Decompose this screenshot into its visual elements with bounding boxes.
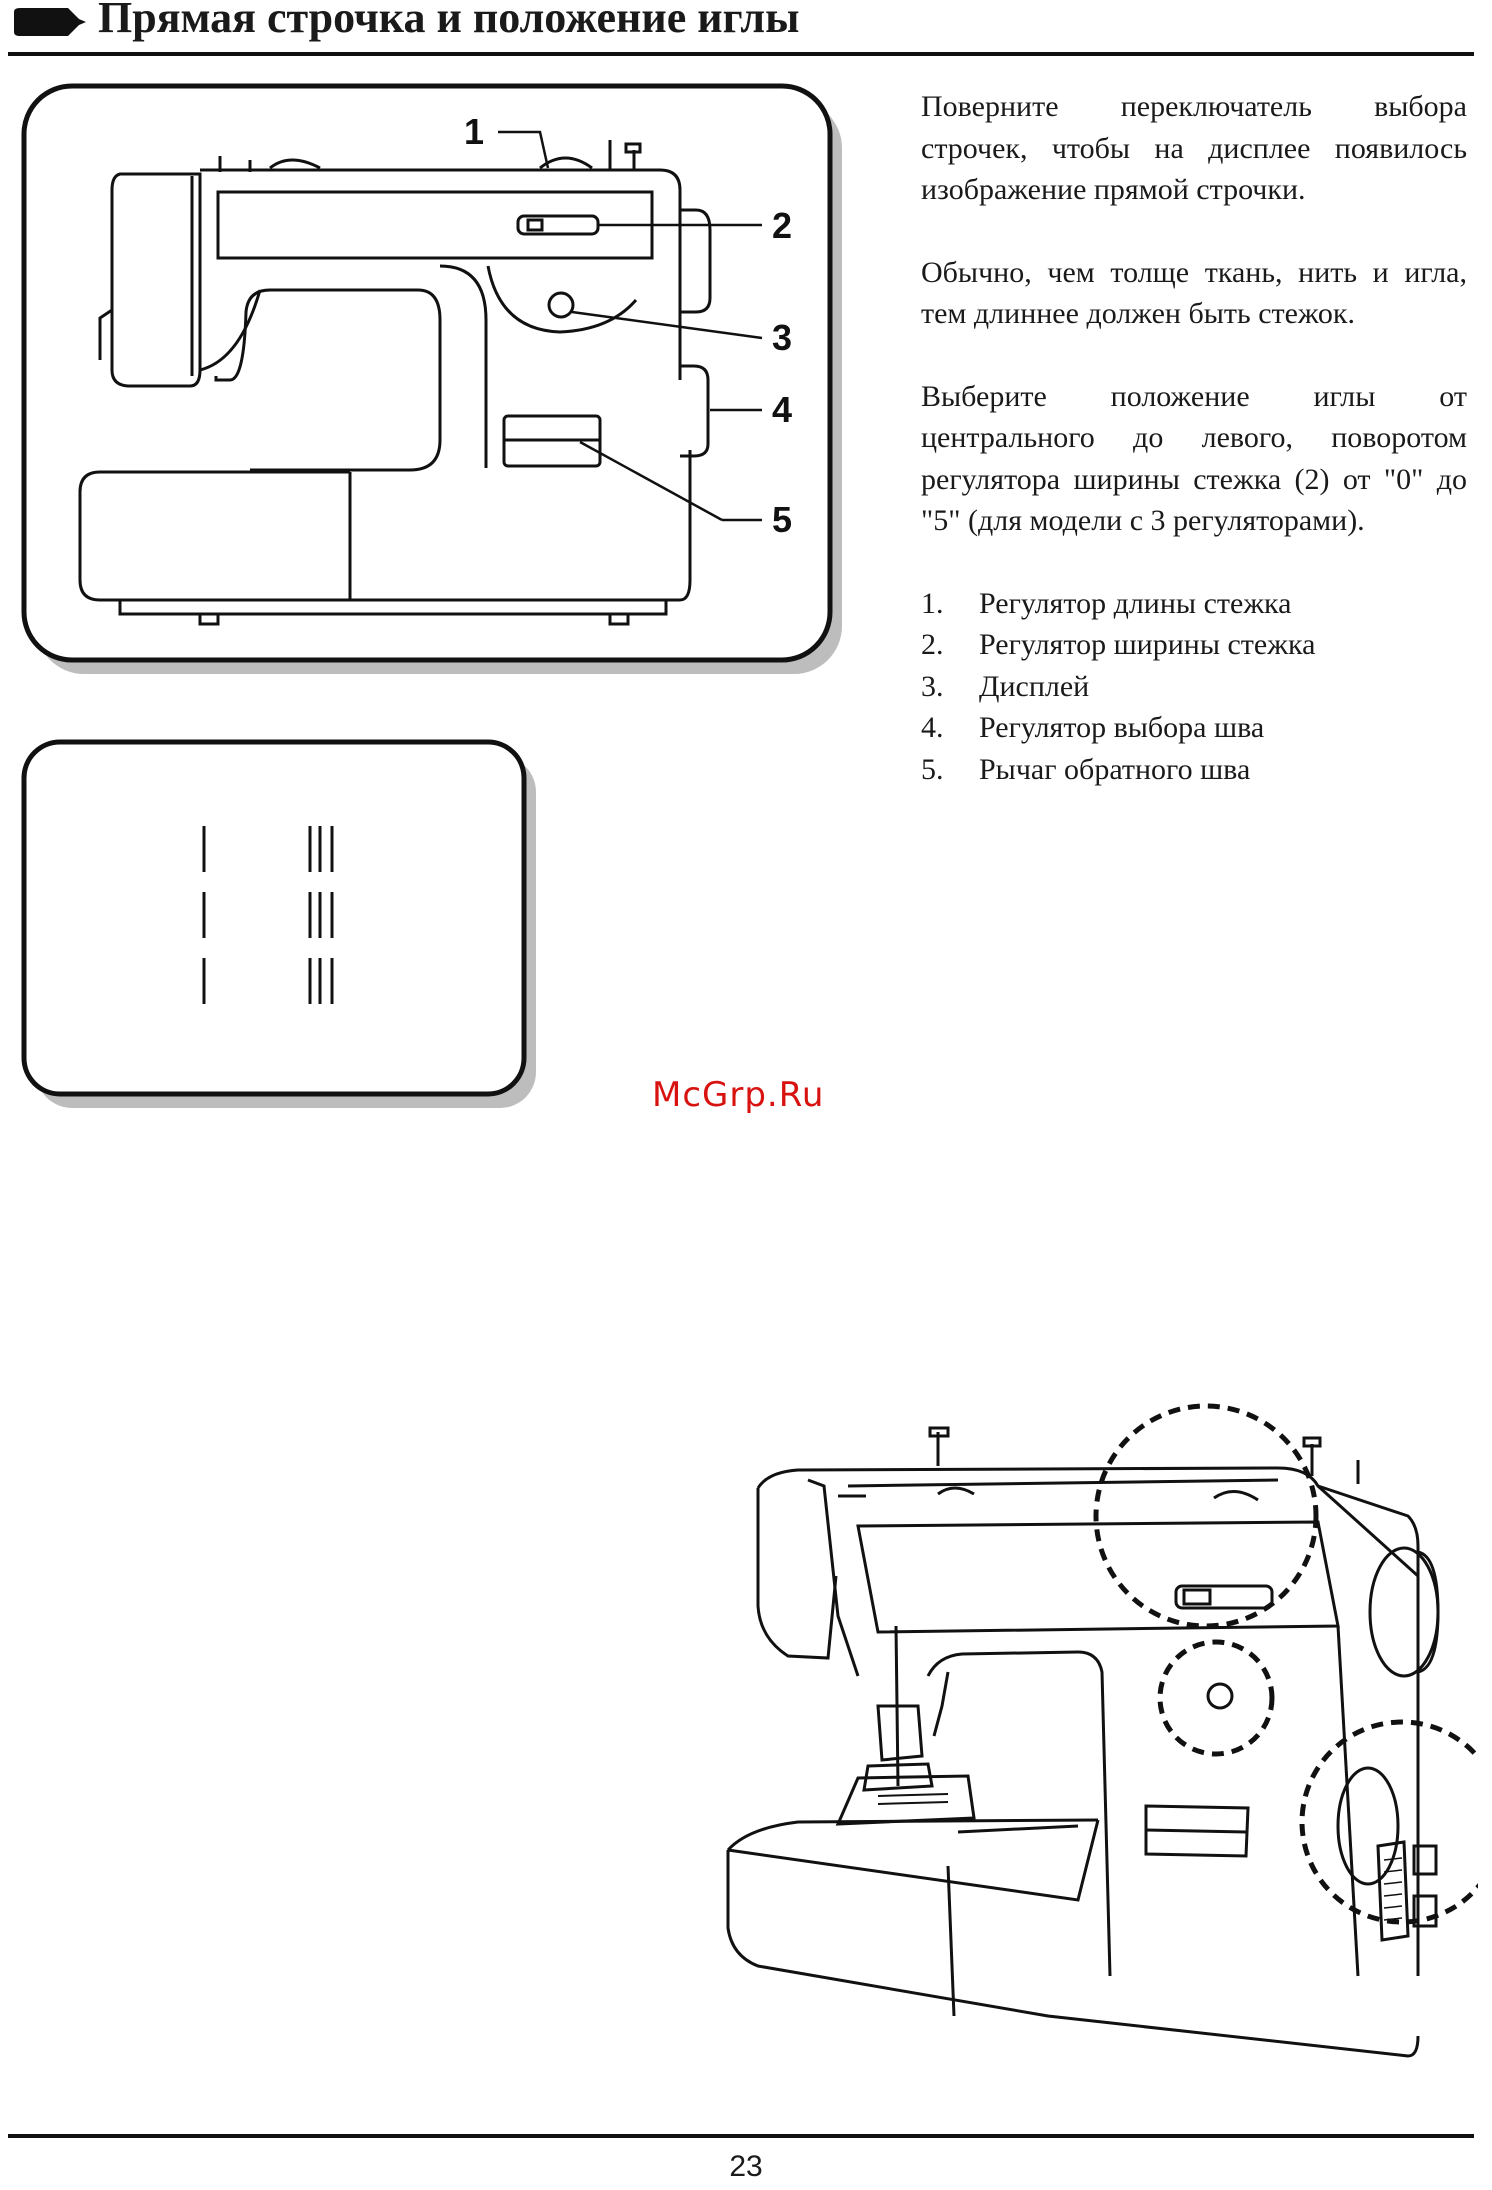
list-item: 3. Дисплей (921, 669, 1090, 703)
list-item: 4. Регулятор выбора шва (921, 711, 1265, 744)
list-item: 1. Регулятор длины стежка (921, 586, 1292, 620)
callout-2: 2 (772, 205, 793, 246)
machine-diagram-panel (20, 80, 860, 690)
paragraph-2: Обычно, чем толще ткань, нить и игла, тем длиннее должен быть стежок. (921, 255, 1467, 330)
footer-divider (8, 2134, 1474, 2138)
page-header (8, 0, 1474, 56)
arrow-marker-icon (10, 4, 90, 40)
highlight-display (1160, 1642, 1272, 1754)
paragraph-3: Выберите положение иглы от центрального до левого, поворотом регулятора ширины стежка (2) от "0" до "5" (для модели с 3 регуляторами). (921, 379, 1467, 537)
callout-4: 4 (772, 389, 793, 430)
instruction-text (921, 86, 1467, 790)
paragraph-1: Поверните переключатель выбора строчек, чтобы на дисплее появилось изображение прямой строчки. (921, 90, 1467, 206)
parts-list (921, 583, 1467, 791)
callout-1: 1 (464, 111, 485, 152)
highlight-width-dial (1096, 1406, 1316, 1626)
callout-5: 5 (772, 499, 793, 540)
list-item: 5. Рычаг обратного шва (921, 752, 1251, 786)
machine-perspective-illustration (718, 1376, 1478, 2066)
list-item: 2. Регулятор ширины стежка (921, 628, 1316, 661)
stitch-display-panel (20, 736, 550, 1124)
page-title: Прямая строчка и положение иглы (98, 0, 800, 42)
highlight-selector-dial (1302, 1722, 1478, 1922)
callout-3: 3 (772, 317, 793, 358)
page-number: 23 (729, 2150, 763, 2183)
watermark: McGrp.Ru (652, 1075, 825, 1115)
